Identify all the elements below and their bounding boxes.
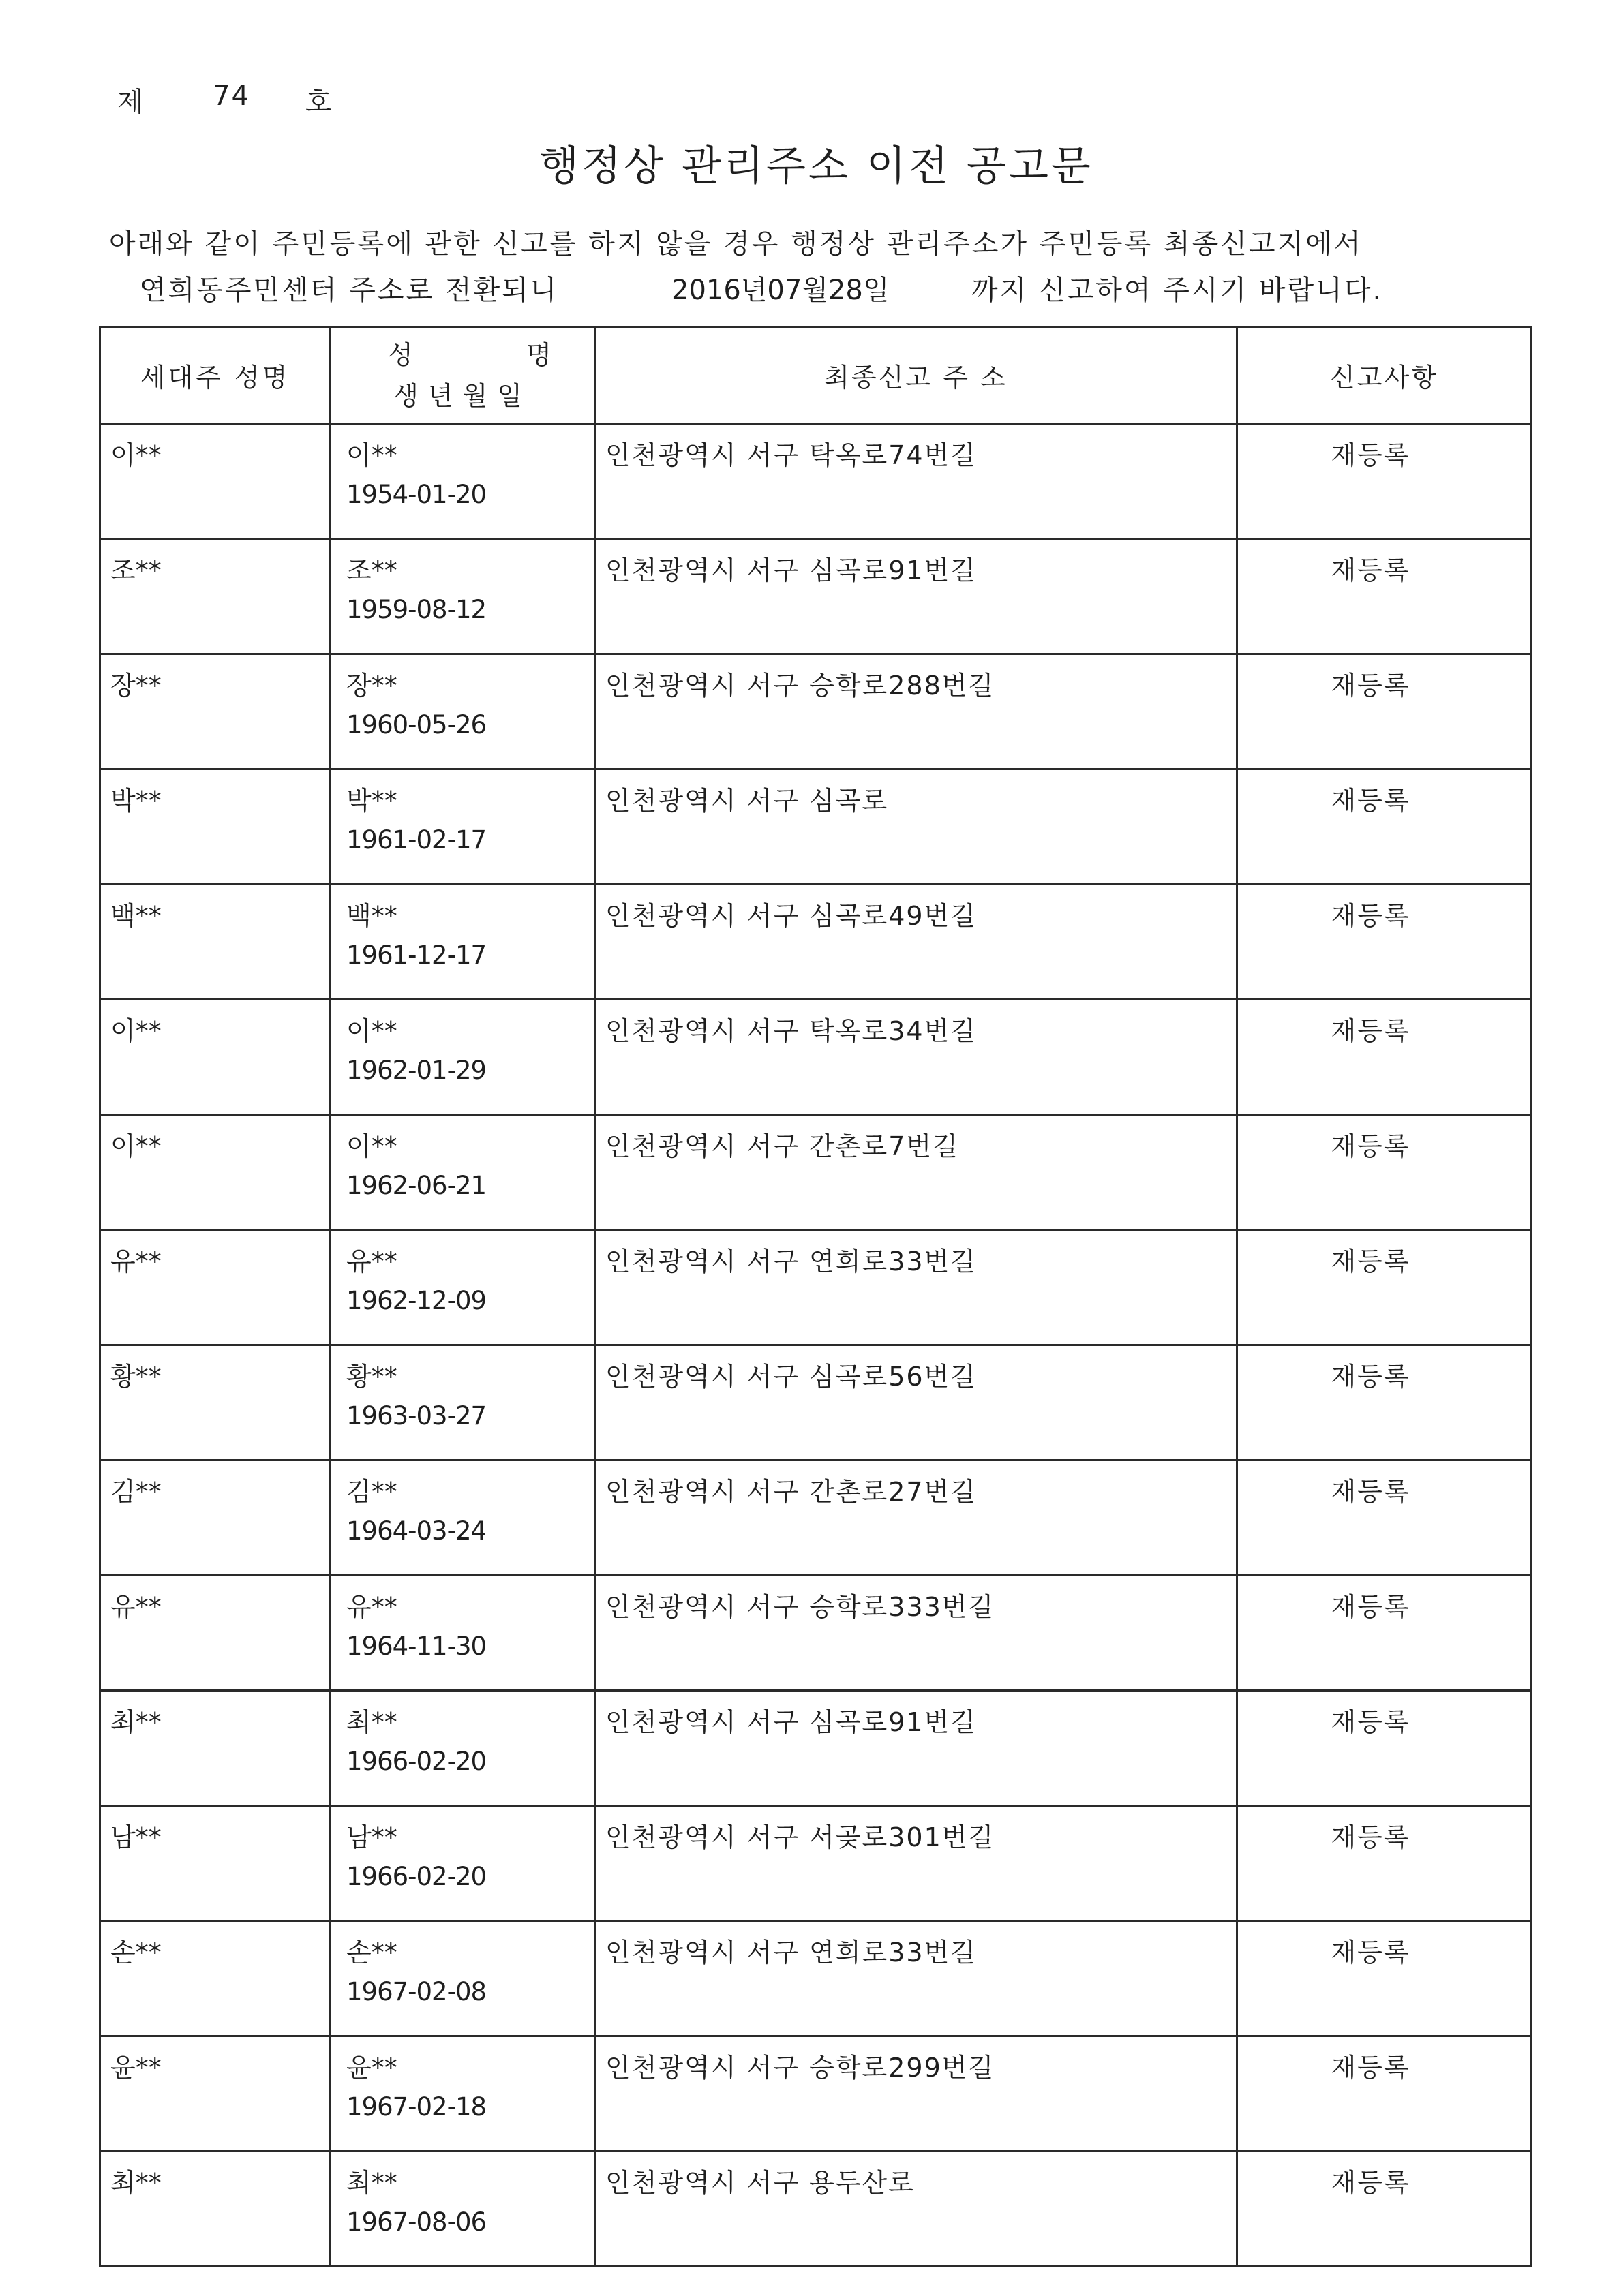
table-row xyxy=(100,1806,1532,1921)
cell-birth: 1962-06-21 xyxy=(346,1171,487,1200)
table-row xyxy=(100,1691,1532,1806)
cell-name-birth xyxy=(331,769,595,885)
cell-name: 장** xyxy=(346,671,397,701)
cell-name: 손** xyxy=(346,1938,397,1968)
cell-address: 인천광역시 서구 간촌로27번길 xyxy=(595,1460,1237,1576)
cell-birth: 1962-01-29 xyxy=(346,1056,487,1085)
cell-birth: 1964-11-30 xyxy=(346,1632,487,1661)
cell-name-birth xyxy=(331,1345,595,1460)
cell-name-birth xyxy=(331,2152,595,2267)
cell-address: 인천광역시 서구 탁옥로34번길 xyxy=(595,1000,1237,1115)
cell-report: 재등록 xyxy=(1237,1000,1532,1115)
cell-name: 유** xyxy=(346,1592,397,1622)
cell-birth: 1967-02-08 xyxy=(346,1977,487,2006)
cell-birth: 1959-08-12 xyxy=(346,595,487,624)
cell-householder: 윤** xyxy=(100,2036,331,2152)
cell-report: 재등록 xyxy=(1237,539,1532,654)
cell-householder: 최** xyxy=(100,1691,331,1806)
cell-birth: 1962-12-09 xyxy=(346,1286,487,1315)
cell-name: 유** xyxy=(346,1246,397,1276)
cell-householder: 손** xyxy=(100,1921,331,2036)
cell-birth: 1963-03-27 xyxy=(346,1401,487,1430)
table-row xyxy=(100,885,1532,1000)
table-row xyxy=(100,1576,1532,1691)
intro-line-2-head: 연희동주민센터 주소로 전환되니 xyxy=(140,275,559,306)
cell-name: 윤** xyxy=(346,2053,397,2083)
cell-name-birth xyxy=(331,539,595,654)
cell-report: 재등록 xyxy=(1237,769,1532,885)
cell-name: 김** xyxy=(346,1477,397,1507)
table-row xyxy=(100,2152,1532,2267)
cell-report: 재등록 xyxy=(1237,1230,1532,1345)
cell-report: 재등록 xyxy=(1237,885,1532,1000)
cell-name-birth xyxy=(331,1691,595,1806)
cell-birth: 1966-02-20 xyxy=(346,1862,487,1891)
cell-householder: 장** xyxy=(100,654,331,769)
cell-householder: 이** xyxy=(100,1000,331,1115)
cell-address: 인천광역시 서구 승학로299번길 xyxy=(595,2036,1237,2152)
cell-report: 재등록 xyxy=(1237,1921,1532,2036)
cell-report: 재등록 xyxy=(1237,1115,1532,1230)
cell-report: 재등록 xyxy=(1237,1806,1532,1921)
table-row xyxy=(100,1230,1532,1345)
table-row xyxy=(100,1921,1532,2036)
cell-birth: 1961-02-17 xyxy=(346,825,487,855)
intro-line-2 xyxy=(140,269,1384,307)
cell-address: 인천광역시 서구 심곡로56번길 xyxy=(595,1345,1237,1460)
notice-table xyxy=(99,326,1532,2267)
cell-name: 이** xyxy=(346,440,397,470)
cell-name: 최** xyxy=(346,2168,397,2198)
table-row xyxy=(100,1345,1532,1460)
cell-name-birth xyxy=(331,1115,595,1230)
table-row xyxy=(100,424,1532,539)
cell-name-birth xyxy=(331,1806,595,1921)
cell-report: 재등록 xyxy=(1237,1460,1532,1576)
table-row xyxy=(100,539,1532,654)
cell-address: 인천광역시 서구 심곡로49번길 xyxy=(595,885,1237,1000)
col-header-birth: 생년월일 xyxy=(393,380,532,411)
col-header-name-birth xyxy=(331,327,595,424)
cell-householder: 김** xyxy=(100,1460,331,1576)
deadline-date: 2016년07월28일 xyxy=(671,275,890,306)
cell-birth: 1967-02-18 xyxy=(346,2092,487,2122)
cell-householder: 백** xyxy=(100,885,331,1000)
cell-address: 인천광역시 서구 심곡로 xyxy=(595,769,1237,885)
cell-name: 황** xyxy=(346,1362,397,1392)
cell-report: 재등록 xyxy=(1237,2152,1532,2267)
cell-householder: 유** xyxy=(100,1230,331,1345)
table-row xyxy=(100,654,1532,769)
cell-address: 인천광역시 서구 심곡로91번길 xyxy=(595,539,1237,654)
cell-birth: 1966-02-20 xyxy=(346,1747,487,1776)
cell-name-birth xyxy=(331,654,595,769)
cell-name: 최** xyxy=(346,1707,397,1737)
cell-householder: 황** xyxy=(100,1345,331,1460)
cell-address: 인천광역시 서구 연희로33번길 xyxy=(595,1921,1237,2036)
issue-number-value: 74 xyxy=(213,80,250,112)
cell-householder: 유** xyxy=(100,1576,331,1691)
cell-report: 재등록 xyxy=(1237,1345,1532,1460)
cell-address: 인천광역시 서구 연희로33번길 xyxy=(595,1230,1237,1345)
cell-birth: 1967-08-06 xyxy=(346,2207,487,2237)
cell-report: 재등록 xyxy=(1237,1691,1532,1806)
table-row xyxy=(100,1460,1532,1576)
col-header-address: 최종신고 주 소 xyxy=(595,327,1237,424)
cell-name-birth xyxy=(331,885,595,1000)
cell-address: 인천광역시 서구 승학로288번길 xyxy=(595,654,1237,769)
table-row xyxy=(100,769,1532,885)
col-header-householder: 세대주 성명 xyxy=(100,327,331,424)
col-header-report: 신고사항 xyxy=(1237,327,1532,424)
cell-name-birth xyxy=(331,1000,595,1115)
cell-report: 재등록 xyxy=(1237,654,1532,769)
col-header-name-a: 성 xyxy=(388,339,415,370)
cell-name: 박** xyxy=(346,786,397,816)
cell-birth: 1961-12-17 xyxy=(346,940,487,970)
table-row xyxy=(100,1000,1532,1115)
cell-name-birth xyxy=(331,1460,595,1576)
cell-report: 재등록 xyxy=(1237,1576,1532,1691)
table-row xyxy=(100,1115,1532,1230)
cell-address: 인천광역시 서구 용두산로 xyxy=(595,2152,1237,2267)
cell-householder: 조** xyxy=(100,539,331,654)
cell-name: 남** xyxy=(346,1822,397,1852)
cell-birth: 1960-05-26 xyxy=(346,710,487,739)
cell-birth: 1954-01-20 xyxy=(346,480,487,509)
cell-address: 인천광역시 서구 승학로333번길 xyxy=(595,1576,1237,1691)
cell-name-birth xyxy=(331,1230,595,1345)
issue-prefix: 제 xyxy=(117,87,145,118)
intro-line-2-tail: 까지 신고하여 주시기 바랍니다. xyxy=(971,275,1384,306)
table-row xyxy=(100,2036,1532,2152)
cell-address: 인천광역시 서구 심곡로91번길 xyxy=(595,1691,1237,1806)
cell-householder: 이** xyxy=(100,424,331,539)
cell-name-birth xyxy=(331,1921,595,2036)
intro-line-1: 아래와 같이 주민등록에 관한 신고를 하지 않을 경우 행정상 관리주소가 주민등록 최종신고지에서 xyxy=(109,228,1363,260)
cell-birth: 1964-03-24 xyxy=(346,1516,487,1546)
col-header-name-b: 명 xyxy=(526,339,554,370)
cell-householder: 박** xyxy=(100,769,331,885)
cell-report: 재등록 xyxy=(1237,2036,1532,2152)
page-title: 행정상 관리주소 이전 공고문 xyxy=(539,142,1093,190)
cell-name: 이** xyxy=(346,1016,397,1046)
cell-name: 조** xyxy=(346,555,397,585)
cell-report: 재등록 xyxy=(1237,424,1532,539)
cell-name: 이** xyxy=(346,1131,397,1161)
cell-householder: 남** xyxy=(100,1806,331,1921)
cell-address: 인천광역시 서구 서곶로301번길 xyxy=(595,1806,1237,1921)
cell-name: 백** xyxy=(346,901,397,931)
cell-name-birth xyxy=(331,2036,595,2152)
issue-number xyxy=(117,80,333,119)
issue-suffix: 호 xyxy=(305,87,333,118)
cell-address: 인천광역시 서구 탁옥로74번길 xyxy=(595,424,1237,539)
table-header-row xyxy=(100,327,1532,424)
cell-name-birth xyxy=(331,424,595,539)
cell-name-birth xyxy=(331,1576,595,1691)
cell-householder: 이** xyxy=(100,1115,331,1230)
cell-householder: 최** xyxy=(100,2152,331,2267)
col-header-name xyxy=(332,335,593,376)
cell-address: 인천광역시 서구 간촌로7번길 xyxy=(595,1115,1237,1230)
